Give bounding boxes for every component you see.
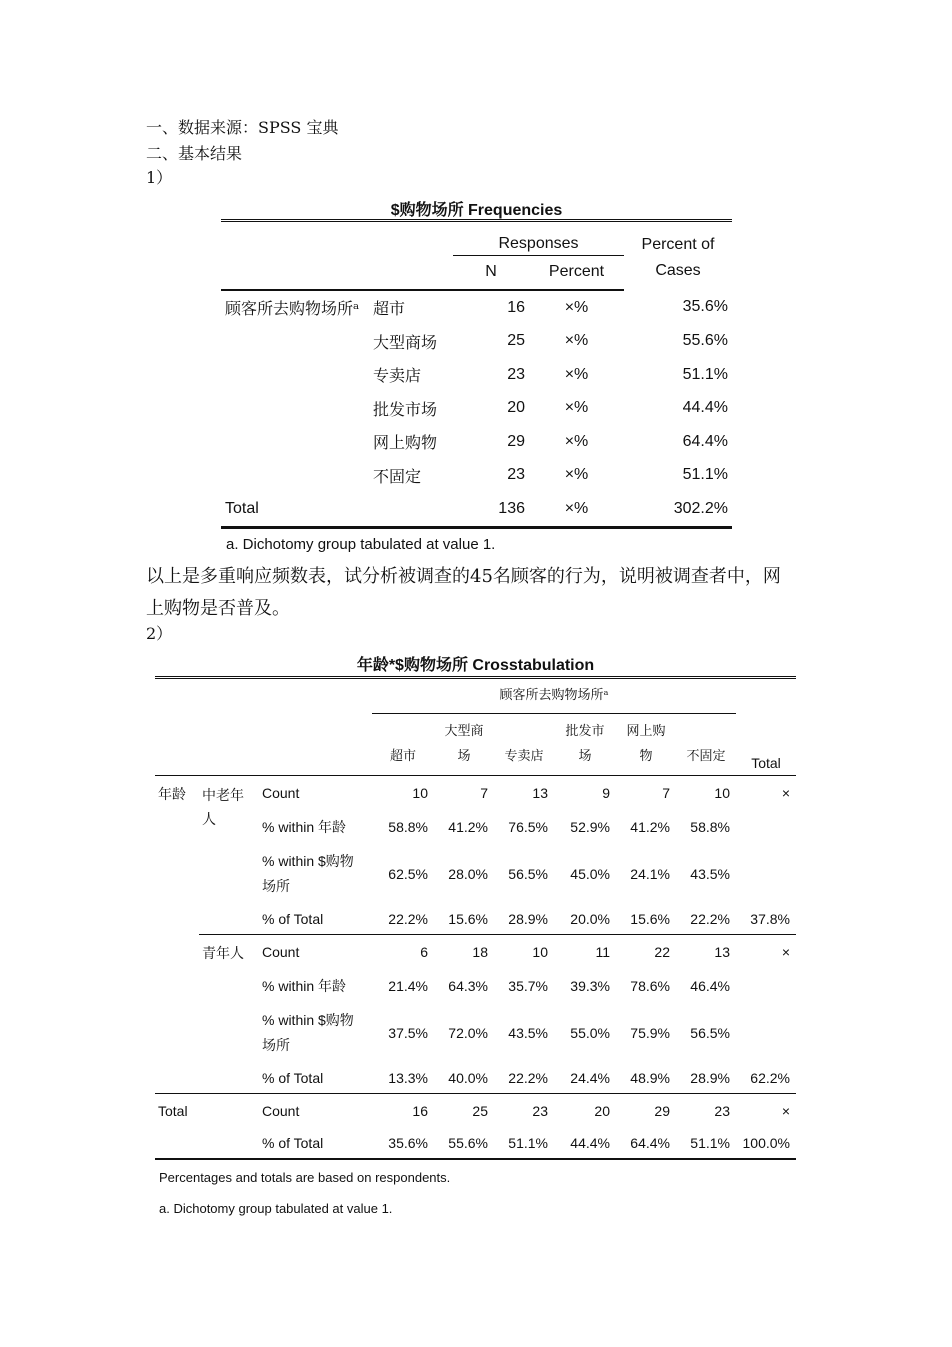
cell: 58.8% [388,819,428,835]
table-row [221,392,732,426]
cell: 76.5% [508,819,548,835]
cell: 6 [420,944,428,960]
cell: 24.4% [554,1063,616,1094]
col-header-total: Total [736,713,796,776]
cell: 78.6% [630,978,670,994]
row-label: 超市 [373,299,406,319]
cell: 39.3% [570,978,610,994]
cell: 41.2% [630,819,670,835]
row-label: 不固定 [373,466,422,486]
stat-label: % within 年龄 [262,819,347,835]
stat-label: % of Total [259,1063,372,1094]
grand-total-label: Total [155,1094,259,1129]
cell-cases: 51.1% [682,365,728,383]
table-row [221,459,732,493]
freq-footnote: a. Dichotomy group tabulated at value 1. [226,536,496,553]
crosstab-note-2: a. Dichotomy group tabulated at value 1. [159,1201,393,1216]
stat-label: % of Total [259,1128,372,1159]
col-header: 大型商 场 [434,713,494,776]
col-header: 批发市 场 [554,713,616,776]
cell: 22.2% [372,904,434,935]
frequencies-table [221,219,732,529]
header-responses: Responses [453,235,624,256]
cell-n: 20 [507,399,525,417]
cell-percent: ×% [564,298,589,316]
cell: 11 [595,944,610,960]
col-header: 网上购 物 [616,713,676,776]
cell: 13.3% [372,1063,434,1094]
cell-n: 23 [507,466,525,484]
cell: 25 [434,1094,494,1129]
cell: 64.3% [448,978,488,994]
cell: 37.5% [388,1025,428,1041]
cell-total: 62.2% [736,1063,796,1094]
cell: 18 [472,944,488,960]
crosstab-title: 年龄*$购物场所 Crosstabulation [356,657,595,674]
table-row [221,325,732,359]
group-label: 中老年 人 [199,776,259,935]
cell: 51.1% [676,1128,736,1159]
cell-percent: ×% [564,365,589,383]
total-cases: 302.2% [624,492,732,527]
header-percent-of-cases-l1: Percent of [641,236,715,253]
cell-percent: ×% [564,399,589,417]
total-label: Total [221,492,369,527]
cell: 41.2% [448,819,488,835]
cell-total [736,810,796,844]
table-row-total [221,492,732,527]
cell: 7 [662,785,670,801]
stat-label: Count [259,1094,372,1129]
cell: 29 [616,1094,676,1129]
table-row [221,358,732,392]
cell: 10 [412,785,428,801]
stat-label: % within $购物 场所 [262,1012,354,1053]
cell: 35.7% [508,978,548,994]
cell-percent: ×% [564,432,589,450]
table-row-total [155,1128,796,1159]
cell-total: × [781,944,790,960]
cell: 23 [676,1094,736,1129]
cell: 56.5% [690,1025,730,1041]
cell: 10 [714,785,730,801]
cell-total [736,844,796,904]
cell: 9 [602,785,610,801]
cell-total: 100.0% [736,1128,796,1159]
cell: 56.5% [508,866,548,882]
cell-n: 29 [507,432,525,450]
cell: 58.8% [690,819,730,835]
table-row [155,776,796,811]
table-row [155,935,796,970]
col-header: 不固定 [676,713,736,776]
cell-total: × [736,1094,796,1129]
cell: 44.4% [554,1128,616,1159]
cell-percent: ×% [564,466,589,484]
cell: 21.4% [388,978,428,994]
cell-total [736,969,796,1003]
cell: 43.5% [690,866,730,882]
cell-percent: ×% [564,332,589,350]
cell: 75.9% [630,1025,670,1041]
cell: 52.9% [570,819,610,835]
cell: 13 [532,785,548,801]
table-row-total [155,1094,796,1129]
group-label: 青年人 [199,935,259,1094]
cell: 20.0% [554,904,616,935]
stat-label: Count [262,785,300,801]
row-label: 批发市场 [373,399,438,419]
cell: 45.0% [570,866,610,882]
cell: 40.0% [434,1063,494,1094]
row-var-label: 年龄 [158,787,186,803]
question-line-1: 以上是多重响应频数表，试分析被调查的45名顾客的行为，说明被调查者中，网 [146,566,781,587]
cell: 28.9% [676,1063,736,1094]
cell-cases: 35.6% [682,298,728,316]
cell-total: 37.8% [736,904,796,935]
total-percent: ×% [529,492,624,527]
cell: 64.4% [616,1128,676,1159]
item-number-2: 2） [146,624,173,643]
cell: 35.6% [372,1128,434,1159]
cell: 22 [654,944,670,960]
crosstab-table [155,676,796,1160]
question-text [146,561,816,625]
col-header: 专卖店 [494,713,554,776]
cell-cases: 51.1% [682,466,728,484]
stat-label: % within $购物 场所 [262,853,354,894]
cell-cases: 44.4% [682,399,728,417]
header-percent-of-cases-l2: Cases [655,262,701,279]
row-label: 网上购物 [373,433,438,453]
cell: 62.5% [388,866,428,882]
heading-data-source: 一、数据来源：SPSS 宝典 [146,118,339,137]
cell: 15.6% [616,904,676,935]
cell-total [736,1003,796,1063]
cell: 28.0% [448,866,488,882]
row-label: 专卖店 [373,366,422,386]
cell-cases: 64.4% [682,432,728,450]
row-label: 大型商场 [373,332,438,352]
header-n: N [453,256,529,291]
cell: 10 [532,944,548,960]
cell: 7 [480,785,488,801]
heading-basic-results: 二、基本结果 [146,144,243,163]
cell: 48.9% [616,1063,676,1094]
cell: 51.1% [494,1128,554,1159]
header-percent: Percent [529,256,624,291]
cell-total: × [781,785,790,801]
table-row [221,425,732,459]
cell-n: 16 [507,298,525,316]
stat-label: % within 年龄 [262,978,347,994]
question-line-2: 上购物是否普及。 [146,598,290,619]
group-header: 顾客所去购物场所ᵃ [372,678,736,714]
cell: 55.0% [570,1025,610,1041]
cell: 72.0% [448,1025,488,1041]
stat-label: Count [262,944,300,960]
cell-n: 23 [507,365,525,383]
cell: 22.2% [494,1063,554,1094]
cell-cases: 55.6% [682,332,728,350]
cell-n: 25 [507,332,525,350]
cell: 28.9% [494,904,554,935]
cell: 55.6% [434,1128,494,1159]
col-header: 超市 [372,713,434,776]
cell: 13 [714,944,730,960]
total-n: 136 [453,492,529,527]
freq-table-title: $购物场所 Frequencies [390,202,563,219]
cell: 16 [372,1094,434,1129]
cell: 24.1% [630,866,670,882]
item-number-1: 1） [146,168,173,187]
cell: 43.5% [508,1025,548,1041]
cell: 23 [494,1094,554,1129]
cell: 15.6% [434,904,494,935]
group-label: 顾客所去购物场所ᵃ [225,299,360,319]
cell: 46.4% [690,978,730,994]
crosstab-note-1: Percentages and totals are based on respondents. [159,1170,451,1185]
cell: 20 [554,1094,616,1129]
cell: 22.2% [676,904,736,935]
stat-label: % of Total [259,904,372,935]
table-row [221,290,732,325]
